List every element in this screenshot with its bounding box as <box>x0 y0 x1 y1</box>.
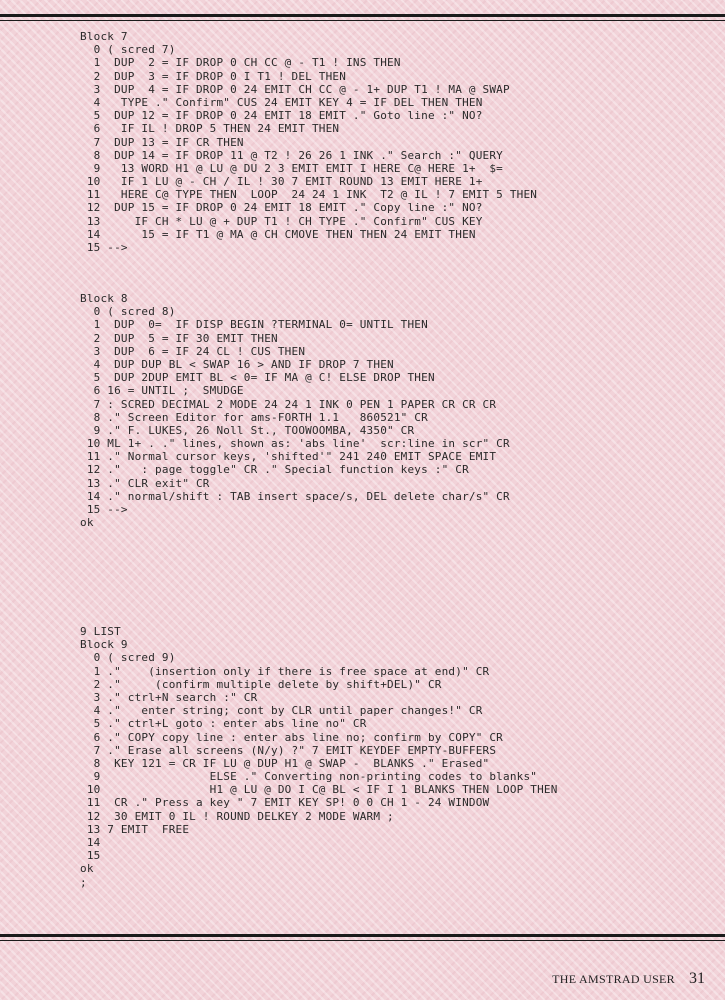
code-line: 10 ML 1+ . ." lines, shown as: 'abs line' scr:line in scr" CR <box>80 437 510 451</box>
code-line: ok <box>80 516 94 530</box>
code-line: 5 ." ctrl+L goto : enter abs line no" CR <box>80 717 367 731</box>
code-line: 15 <box>80 849 101 863</box>
code-line: 13 7 EMIT FREE <box>80 822 190 836</box>
code-line: 5 DUP 12 = IF DROP 0 24 EMIT 18 EMIT ." Goto line :" NO? <box>80 109 483 123</box>
code-line: 8 KEY 121 = CR IF LU @ DUP H1 @ SWAP - BLANKS ." Erased" <box>80 756 490 770</box>
code-line: 2 DUP 3 = IF DROP 0 I T1 ! DEL THEN <box>80 69 347 83</box>
code-line: 9 13 WORD H1 @ LU @ DU 2 3 EMIT EMIT I HERE C@ HERE 1+ $= <box>80 161 503 175</box>
code-line: 7 DUP 13 = IF CR THEN <box>80 135 244 149</box>
code-line: 13 IF CH * LU @ + DUP T1 ! CH TYPE ." Confirm" CUS KEY <box>80 214 483 228</box>
code-line: 0 ( scred 7) <box>80 43 176 57</box>
code-line: 3 ." ctrl+N search :" CR <box>80 690 258 704</box>
code-line: 1 DUP 0= IF DISP BEGIN ?TERMINAL 0= UNTIL THEN <box>80 318 428 332</box>
code-line: ok <box>80 862 94 876</box>
code-line: 14 <box>80 836 101 849</box>
code-line: 15 --> <box>80 241 128 254</box>
code-line: 10 IF 1 LU @ - CH / IL ! 30 7 EMIT ROUND 13 EMIT HERE 1+ <box>80 175 483 189</box>
code-line: 2 DUP 5 = IF 30 EMIT THEN <box>80 331 278 345</box>
code-line: 12 ." : page toggle" CR ." Special function keys :" CR <box>80 463 469 477</box>
code-line: 2 ." (confirm multiple delete by shift+DEL)" CR <box>80 677 442 691</box>
page-number: 31 <box>689 970 705 987</box>
code-line: 3 DUP 4 = IF DROP 0 24 EMIT CH CC @ - 1+ DUP T1 ! MA @ SWAP <box>80 82 510 96</box>
code-line: 10 H1 @ LU @ DO I C@ BL < IF I 1 BLANKS THEN LOOP THEN <box>80 783 558 797</box>
code-line: 11 HERE C@ TYPE THEN LOOP 24 24 1 INK T2 @ IL ! 7 EMIT 5 THEN <box>80 188 538 202</box>
code-line: 8 DUP 14 = IF DROP 11 @ T2 ! 26 26 1 INK ." Search :" QUERY <box>80 148 503 162</box>
code-line: 9 ELSE ." Converting non-printing codes to blanks" <box>80 770 538 784</box>
code-line: 14 15 = IF T1 @ MA @ CH CMOVE THEN THEN 24 EMIT THEN <box>80 227 476 241</box>
code-line: 15 --> <box>80 503 128 516</box>
code-line: 6 16 = UNTIL ; SMUDGE <box>80 384 244 398</box>
code-line: ; <box>80 875 87 889</box>
top-rule-thick <box>0 14 725 17</box>
code-line: 6 IF IL ! DROP 5 THEN 24 EMIT THEN <box>80 122 340 136</box>
code-line: 3 DUP 6 = IF 24 CL ! CUS THEN <box>80 344 306 358</box>
code-line: Block 7 <box>80 30 128 43</box>
code-line: 4 TYPE ." Confirm" CUS 24 EMIT KEY 4 = IF DEL THEN THEN <box>80 95 483 109</box>
code-line: 7 ." Erase all screens (N/y) ?" 7 EMIT KEYDEF EMPTY-BUFFERS <box>80 743 497 757</box>
code-line: 0 ( scred 9) <box>80 651 176 665</box>
code-listing-block-8 <box>80 292 700 529</box>
code-line: 7 : SCRED DECIMAL 2 MODE 24 24 1 INK 0 PEN 1 PAPER CR CR CR <box>80 397 497 411</box>
code-line: 4 DUP DUP BL < SWAP 16 > AND IF DROP 7 THEN <box>80 357 394 371</box>
code-line: 8 ." Screen Editor for ams-FORTH 1.1 860521" CR <box>80 410 428 424</box>
code-line: 11 ." Normal cursor keys, 'shifted'" 241 240 EMIT SPACE EMIT <box>80 450 497 464</box>
code-line: 1 ." (insertion only if there is free space at end)" CR <box>80 664 490 678</box>
code-line: 5 DUP 2DUP EMIT BL < 0= IF MA @ C! ELSE DROP THEN <box>80 371 435 385</box>
code-line: 11 CR ." Press a key " 7 EMIT KEY SP! 0 0 CH 1 - 24 WINDOW <box>80 796 490 810</box>
code-line: 9 ." F. LUKES, 26 Noll St., TOOWOOMBA, 4350" CR <box>80 423 415 437</box>
code-line: 0 ( scred 8) <box>80 305 176 319</box>
code-line: 12 30 EMIT 0 IL ! ROUND DELKEY 2 MODE WARM ; <box>80 809 394 823</box>
code-line: 9 LIST <box>80 625 121 638</box>
bottom-rule-thick <box>0 934 725 937</box>
code-line: Block 9 <box>80 638 128 652</box>
code-listing-block-7 <box>80 30 700 254</box>
code-line: Block 8 <box>80 292 128 305</box>
code-listing-block-9 <box>80 625 700 889</box>
code-line: 1 DUP 2 = IF DROP 0 CH CC @ - T1 ! INS THEN <box>80 56 401 70</box>
code-line: 6 ." COPY copy line : enter abs line no; confirm by COPY" CR <box>80 730 503 744</box>
magazine-title: THE AMSTRAD USER <box>552 972 675 986</box>
bottom-rule-thin <box>0 940 725 941</box>
code-line: 14 ." normal/shift : TAB insert space/s, DEL delete char/s" CR <box>80 489 510 503</box>
code-line: 13 ." CLR exit" CR <box>80 476 210 490</box>
code-line: 4 ." enter string; cont by CLR until paper changes!" CR <box>80 704 483 718</box>
code-line: 12 DUP 15 = IF DROP 0 24 EMIT 18 EMIT ." Copy line :" NO? <box>80 201 483 215</box>
top-rule-thin <box>0 20 725 21</box>
page-footer <box>552 970 705 988</box>
